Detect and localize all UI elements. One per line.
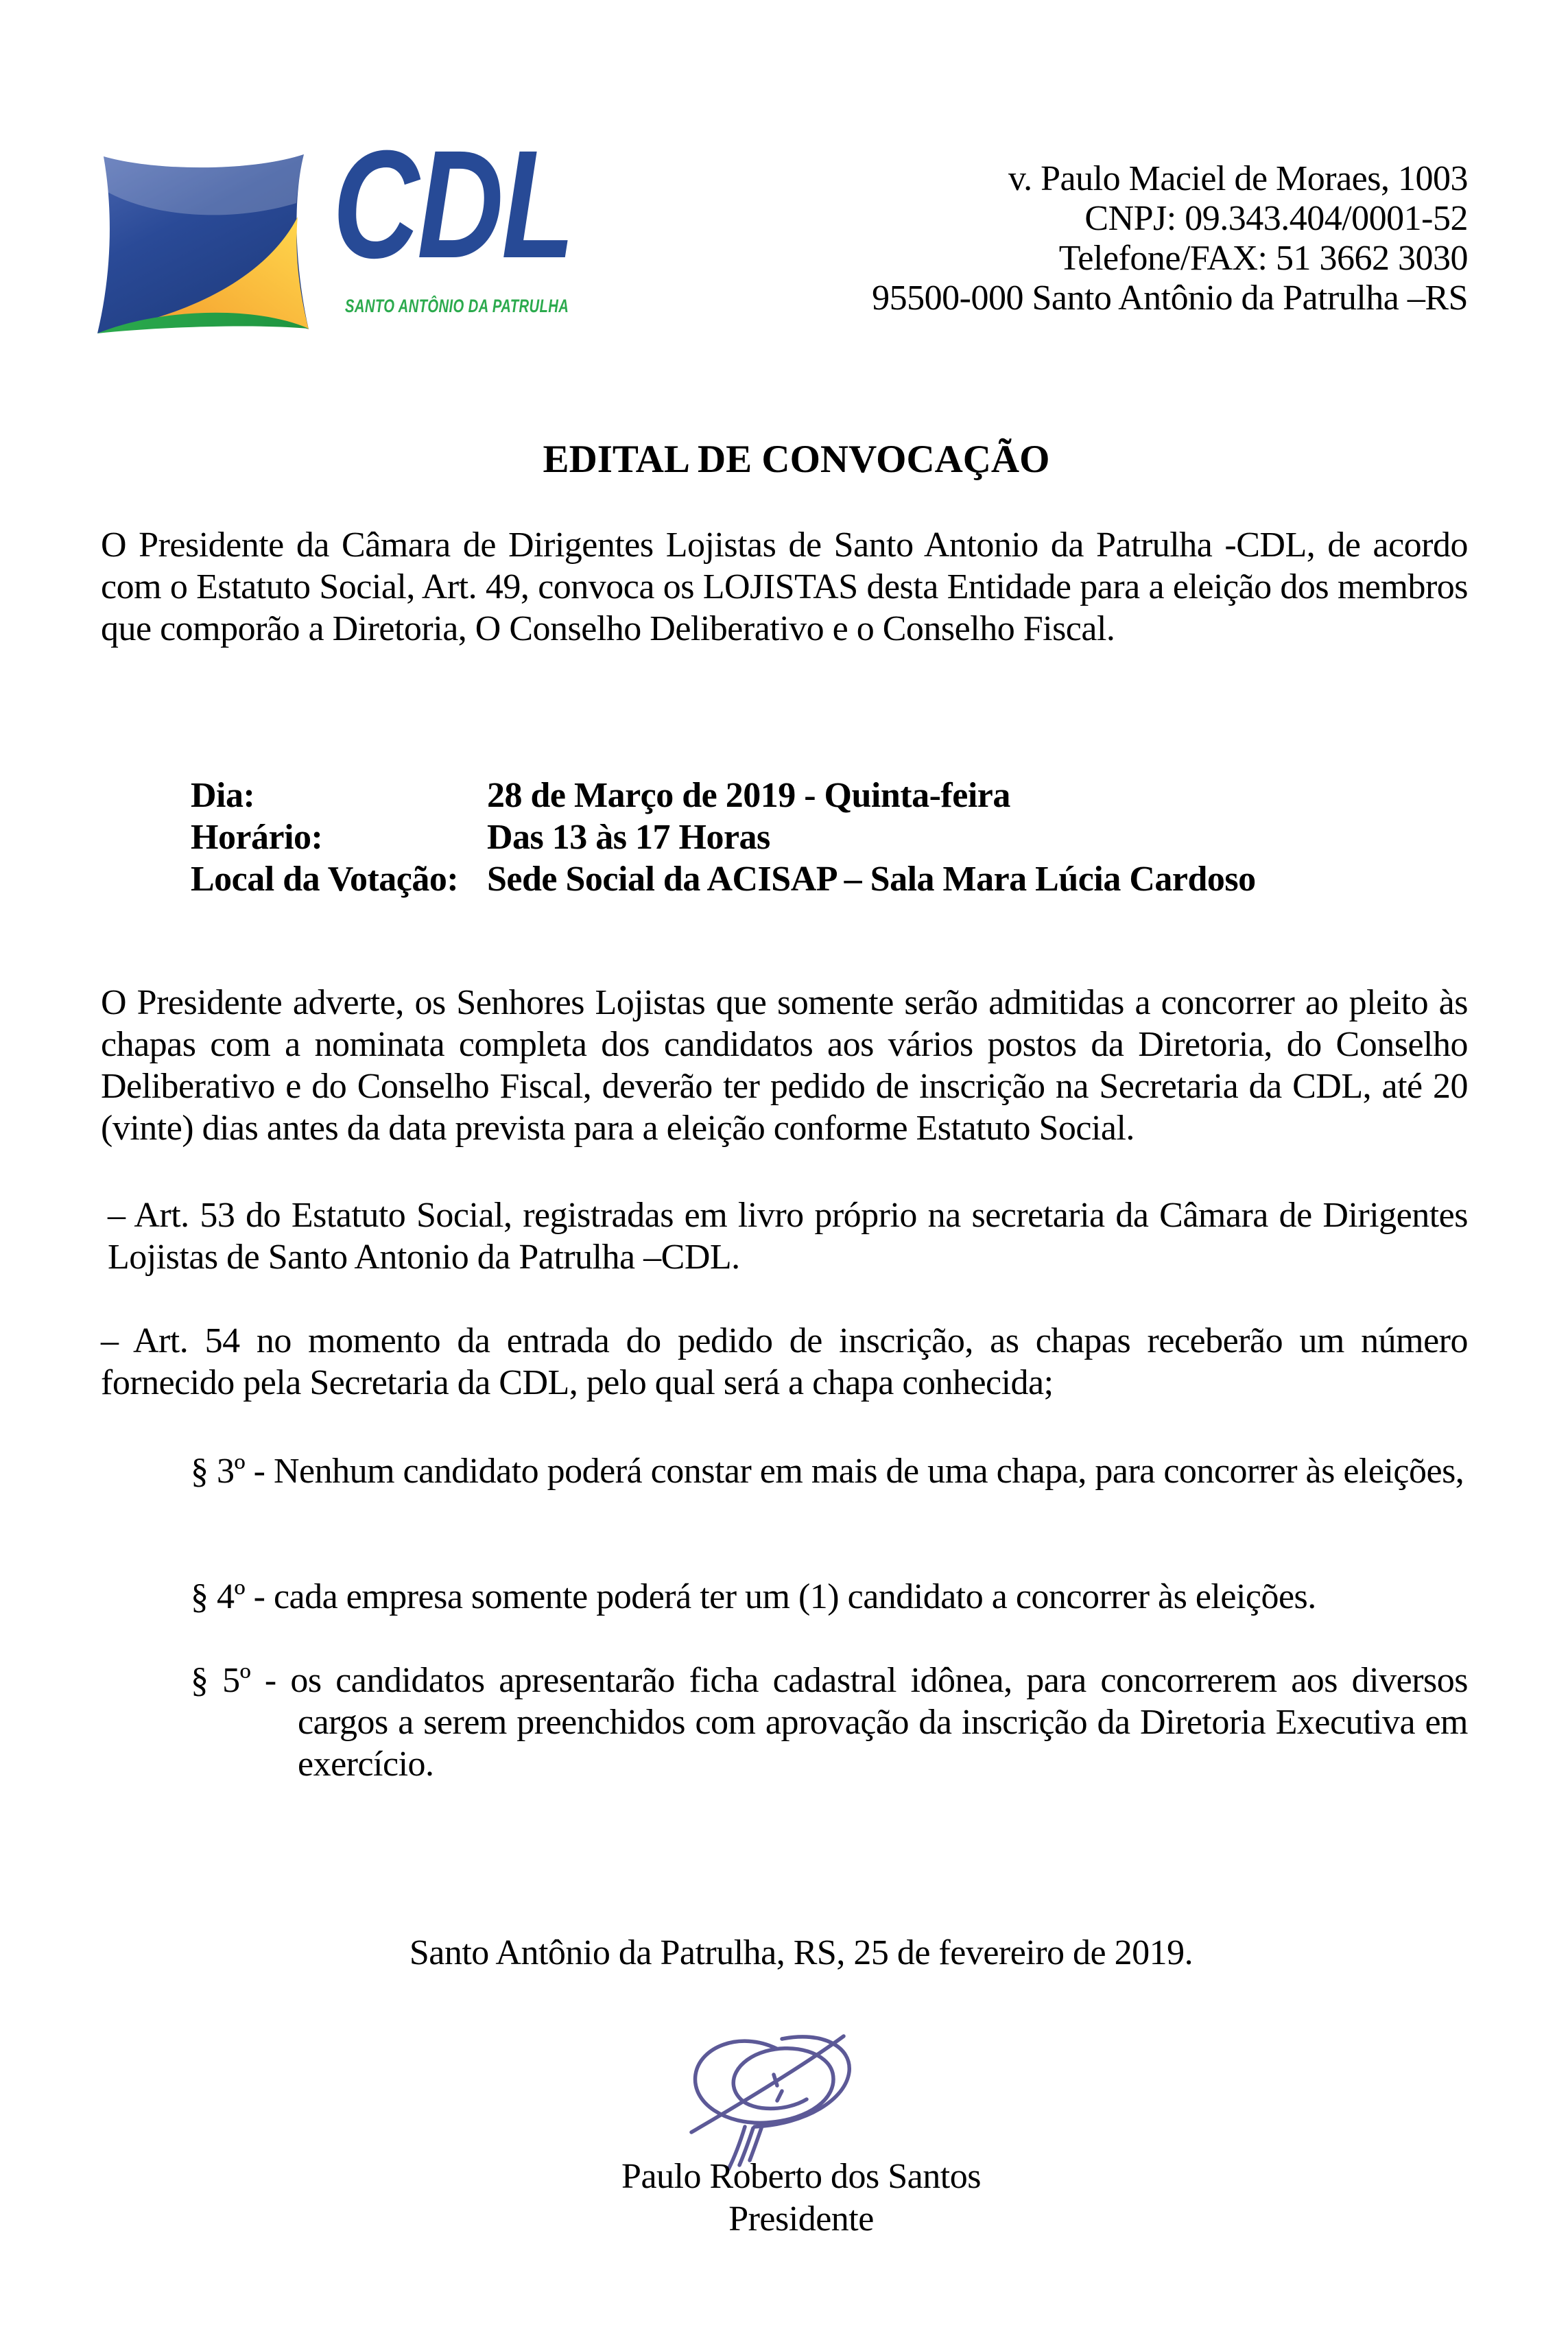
article-53-paragraph: – Art. 53 do Estatuto Social, registradas em livro próprio na secretaria da Câmara de Dirigentes Lojistas de Santo Antonio da Patrulha –CDL.	[108, 1196, 1468, 1277]
election-schedule	[191, 775, 1256, 900]
document-title: EDITAL DE CONVOCAÇÃO	[543, 438, 1050, 481]
address-line: Telefone/FAX: 51 3662 3030	[1058, 239, 1468, 278]
signer-name: Paulo Roberto dos Santos	[621, 2157, 981, 2196]
dateline: Santo Antônio da Patrulha, RS, 25 de fevereiro de 2019.	[409, 1933, 1193, 1972]
schedule-value-dia: 28 de Março de 2019 - Quinta-feira	[487, 776, 1010, 815]
cdl-flag-logo	[93, 152, 316, 336]
address-line: CNPJ: 09.343.404/0001-52	[1084, 199, 1468, 238]
address-line: 95500-000 Santo Antônio da Patrulha –RS	[872, 279, 1468, 318]
warning-paragraph: O Presidente adverte, os Senhores Lojistas que somente serão admitidas a concorrer ao pleito às chapas com a nominata completa dos candidatos aos vários postos da Diretoria, do Conselho Deliberativo e do Conselho Fiscal, deverão ter pedido de inscrição na Secretaria da CDL, até 20 (vinte) dias antes da data prevista para a eleição conforme Estatuto Social.	[101, 983, 1468, 1148]
clause-paragraph-5: § 5º - os candidatos apresentarão ficha cadastral idônea, para concorrerem aos diversos cargos a serem preenchidos com aprovação da inscrição da Diretoria Executiva em exercício.	[191, 1661, 1468, 1784]
schedule-label-dia: Dia:	[191, 776, 255, 815]
schedule-label-local: Local da Votação:	[191, 860, 459, 899]
logo-subtitle: SANTO ANTÔNIO DA PATRULHA	[345, 296, 569, 316]
letterhead-address-block	[872, 159, 1468, 318]
intro-paragraph: O Presidente da Câmara de Dirigentes Lojistas de Santo Antonio da Patrulha -CDL, de acordo com o Estatuto Social, Art. 49, convoca os LOJISTAS desta Entidade para a eleição dos membros que comporão a Diretoria, O Conselho Deliberativo e o Conselho Fiscal.	[101, 526, 1468, 648]
signature-scribble	[679, 2024, 871, 2171]
schedule-value-local: Sede Social da ACISAP – Sala Mara Lúcia Cardoso	[487, 860, 1256, 899]
logo-brand-text: CDL	[333, 119, 573, 290]
schedule-value-horario: Das 13 às 17 Horas	[487, 818, 770, 857]
schedule-label-horario: Horário:	[191, 818, 323, 857]
signer-role: Presidente	[728, 2199, 874, 2239]
clause-paragraph-3: § 3º - Nenhum candidato poderá constar em mais de uma chapa, para concorrer às eleições,	[191, 1452, 1464, 1491]
address-line: v. Paulo Maciel de Moraes, 1003	[1008, 159, 1468, 198]
clause-paragraph-4: § 4º - cada empresa somente poderá ter um (1) candidato a concorrer às eleições.	[191, 1577, 1316, 1616]
article-54-paragraph: – Art. 54 no momento da entrada do pedido de inscrição, as chapas receberão um número fornecido pela Secretaria da CDL, pelo qual será a chapa conhecida;	[101, 1321, 1468, 1402]
